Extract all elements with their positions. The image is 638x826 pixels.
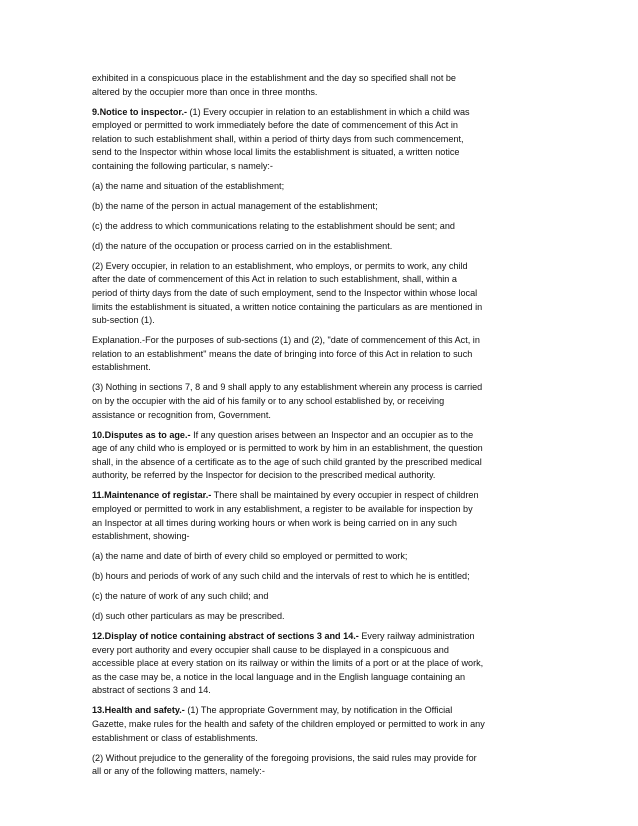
text-line-content: Every railway administration	[358, 631, 475, 642]
body-paragraph	[92, 570, 550, 584]
text-line	[92, 765, 550, 779]
text-line	[92, 409, 550, 423]
text-line-content: (2) Every occupier, in relation to an establishment, who employs, or permits to work, any child	[92, 260, 468, 271]
text-line-content: on by the occupier with the aid of his family or to any school established by, or receiving	[92, 396, 445, 406]
text-line-content: If any question arises between an Inspector and an occupier as to the	[190, 429, 474, 440]
text-line-content: limits the establishment is situated, a written notice containing the particulars as are mentioned in	[92, 301, 483, 312]
text-line-content: (d) the nature of the occupation or process carried on in the establishment.	[92, 240, 393, 251]
text-line-content: send to the Inspector within whose local limits the establishment is situated, a written notice	[92, 147, 460, 158]
text-line	[92, 456, 550, 470]
text-line	[92, 220, 550, 234]
section-heading: 13.Health and safety.-	[92, 705, 185, 716]
text-line	[92, 704, 550, 718]
text-line-content: (2) Without prejudice to the generality of the foregoing provisions, the said rules may provide for	[92, 752, 477, 763]
text-line	[92, 644, 550, 658]
text-line	[92, 657, 550, 671]
text-line	[92, 469, 550, 483]
text-line-content: every port authority and every occupier shall cause to be displayed in a conspicuous and	[92, 644, 449, 655]
text-line-content: (d) such other particulars as may be prescribed.	[92, 611, 285, 622]
section-heading: 9.Notice to inspector.-	[92, 106, 187, 117]
text-line-content: all or any of the following matters, namely:-	[92, 766, 265, 777]
text-line	[92, 671, 550, 685]
text-line-content: (c) the nature of work of any such child; and	[92, 591, 269, 602]
section-heading: 10.Disputes as to age.-	[92, 429, 191, 440]
text-line	[92, 119, 550, 133]
text-line-content: as the case may be, a notice in the local language and in the English language containing an	[92, 671, 466, 682]
text-line-content: an Inspector at all times during working hours or when work is being carried on in any such	[92, 517, 457, 528]
text-line	[92, 106, 550, 120]
section-heading: 12.Display of notice containing abstract of sections 3 and 14.-	[92, 631, 359, 642]
text-line-content: (b) the name of the person in actual management of the establishment;	[92, 200, 378, 211]
text-line-content: There shall be maintained by every occupier in respect of children	[211, 490, 479, 501]
text-line	[92, 200, 550, 214]
text-line-content: abstract of sections 3 and 14.	[92, 685, 211, 696]
section-heading: 11.Maintenance of registar.-	[92, 490, 212, 501]
section-paragraph	[92, 704, 550, 745]
text-line-content: accessible place at every station on its railway or within the limits of a port or at the place of work,	[92, 658, 484, 669]
text-line	[92, 381, 550, 395]
body-paragraph	[92, 610, 550, 624]
text-line	[92, 334, 550, 348]
text-line	[92, 752, 550, 766]
text-line	[92, 684, 550, 698]
text-line-content: altered by the occupier more than once in three months.	[92, 86, 318, 97]
text-line	[92, 395, 550, 409]
body-paragraph	[92, 180, 550, 194]
text-line-content: (b) hours and periods of work of any such child and the intervals of rest to which he is entitled;	[92, 571, 470, 582]
text-line-content: authority, be referred by the Inspector for decision to the prescribed medical authority.	[92, 470, 436, 481]
text-line-content: employed or permitted to work immediately before the date of commencement of this Act in	[92, 120, 458, 131]
text-line	[92, 503, 550, 517]
text-line	[92, 550, 550, 564]
text-line	[92, 718, 550, 732]
text-line	[92, 133, 550, 147]
text-line-content: (a) the name and date of birth of every child so employed or permitted to work;	[92, 551, 408, 562]
text-line-content: exhibited in a conspicuous place in the establishment and the day so specified shall not be	[92, 73, 456, 83]
text-line	[92, 530, 550, 544]
text-line-content: period of thirty days from the date of such employment, send to the Inspector within whose local	[92, 288, 478, 299]
text-line	[92, 489, 550, 503]
text-line-content: relation to such establishment shall, within a period of thirty days from such commencement,	[92, 133, 464, 144]
text-line	[92, 517, 550, 531]
text-line-content: shall, in the absence of a certificate as to the age of such child granted by the prescribed medical	[92, 456, 482, 467]
text-line-content: establishment, showing-	[92, 531, 190, 542]
section-paragraph	[92, 106, 550, 174]
body-paragraph	[92, 200, 550, 214]
text-line-content: age of any child who is employed or is permitted to work by him in an establishment, the question	[92, 443, 483, 454]
text-line-content: relation to an establishment" means the date of bringing into force of this Act in relation to such	[92, 348, 473, 359]
text-line	[92, 301, 550, 315]
body-paragraph	[92, 240, 550, 254]
body-paragraph	[92, 550, 550, 564]
text-line	[92, 348, 550, 362]
document-body	[92, 72, 550, 779]
text-line-content: (c) the address to which communications relating to the establishment should be sent; and	[92, 220, 455, 231]
text-line-content: employed or permitted to work in any establishment, a register to be available for inspection by	[92, 503, 473, 514]
body-paragraph	[92, 260, 550, 328]
text-line-content: (a) the name and situation of the establishment;	[92, 180, 285, 191]
text-line	[92, 287, 550, 301]
text-line-content: Explanation.-For the purposes of sub-sections (1) and (2), "date of commencement of this Act, in	[92, 335, 480, 346]
text-line	[92, 590, 550, 604]
text-line	[92, 630, 550, 644]
text-line	[92, 570, 550, 584]
section-paragraph	[92, 630, 550, 698]
text-line-content: containing the following particular, s namely:-	[92, 160, 273, 171]
text-line	[92, 260, 550, 274]
text-line-content: establishment.	[92, 362, 151, 373]
body-paragraph	[92, 590, 550, 604]
body-paragraph	[92, 220, 550, 234]
section-paragraph	[92, 489, 550, 543]
text-line	[92, 442, 550, 456]
body-paragraph	[92, 72, 550, 99]
text-line	[92, 240, 550, 254]
text-line	[92, 732, 550, 746]
text-line-content: establishment or class of establishments.	[92, 732, 258, 743]
text-line	[92, 273, 550, 287]
text-line	[92, 429, 550, 443]
section-paragraph	[92, 429, 550, 483]
body-paragraph	[92, 752, 550, 779]
text-line	[92, 160, 550, 174]
body-paragraph	[92, 381, 550, 422]
text-line	[92, 610, 550, 624]
text-line	[92, 180, 550, 194]
text-line	[92, 314, 550, 328]
text-line-content: sub-section (1).	[92, 315, 155, 326]
text-line-content: (3) Nothing in sections 7, 8 and 9 shall apply to any establishment wherein any process is carried	[92, 382, 483, 393]
text-line-content: (1) Every occupier in relation to an establishment in which a child was	[187, 106, 470, 117]
text-line-content: Gazette, make rules for the health and safety of the children employed or permitted to work in any	[92, 719, 485, 729]
text-line	[92, 72, 550, 86]
text-line-content: (1) The appropriate Government may, by notification in the Official	[184, 705, 453, 716]
text-line-content: assistance or recognition from, Government.	[92, 409, 271, 420]
body-paragraph	[92, 334, 550, 375]
text-line	[92, 86, 550, 100]
text-line-content: after the date of commencement of this Act in relation to such establishment, shall, within a	[92, 274, 457, 285]
text-line	[92, 361, 550, 375]
text-line	[92, 146, 550, 160]
